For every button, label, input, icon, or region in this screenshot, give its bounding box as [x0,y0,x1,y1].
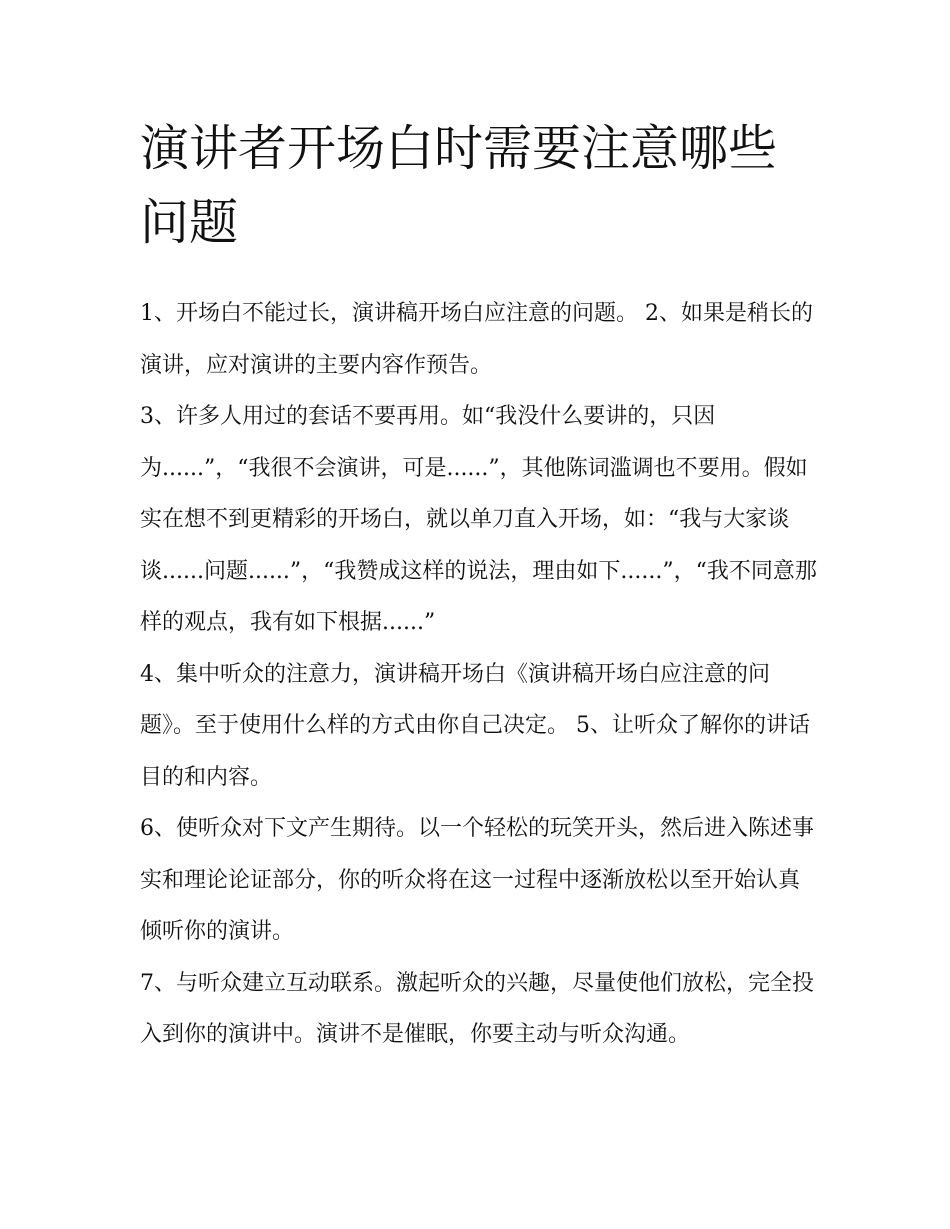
paragraph-2: 3、许多人用过的套话不要再用。如“我没什么要讲的，只因为......”，“我很不会演讲，可是......”，其他陈词滥调也不要用。假如实在想不到更精彩的开场白，就以单刀直入开场，如：“我与大家谈谈......问题......”，“我赞成这样的说法，理由如下......”，“我不同意那样的观点，我有如下根据......” [140,404,817,635]
document-body [140,288,820,1061]
paragraph-3: 4、集中听众的注意力，演讲稿开场白《演讲稿开场白应注意的问题》。至于使用什么样的方式由你自己决定。 5、让听众了解你的讲话目的和内容。 [140,661,810,790]
document-content [140,112,820,1061]
paragraph-5: 7、与听众建立互动联系。激起听众的兴趣，尽量使他们放松，完全投入到你的演讲中。演讲不是催眠，你要主动与听众沟通。 [140,970,814,1047]
document-title: 演讲者开场白时需要注意哪些问题 [140,120,778,251]
paragraph-4: 6、使听众对下文产生期待。以一个轻松的玩笑开头，然后进入陈述事实和理论论证部分，你的听众将在这一过程中逐渐放松以至开始认真倾听你的演讲。 [140,816,814,944]
paragraph-1: 1、开场白不能过长，演讲稿开场白应注意的问题。 2、如果是稍长的演讲，应对演讲的主要内容作预告。 [140,301,813,378]
